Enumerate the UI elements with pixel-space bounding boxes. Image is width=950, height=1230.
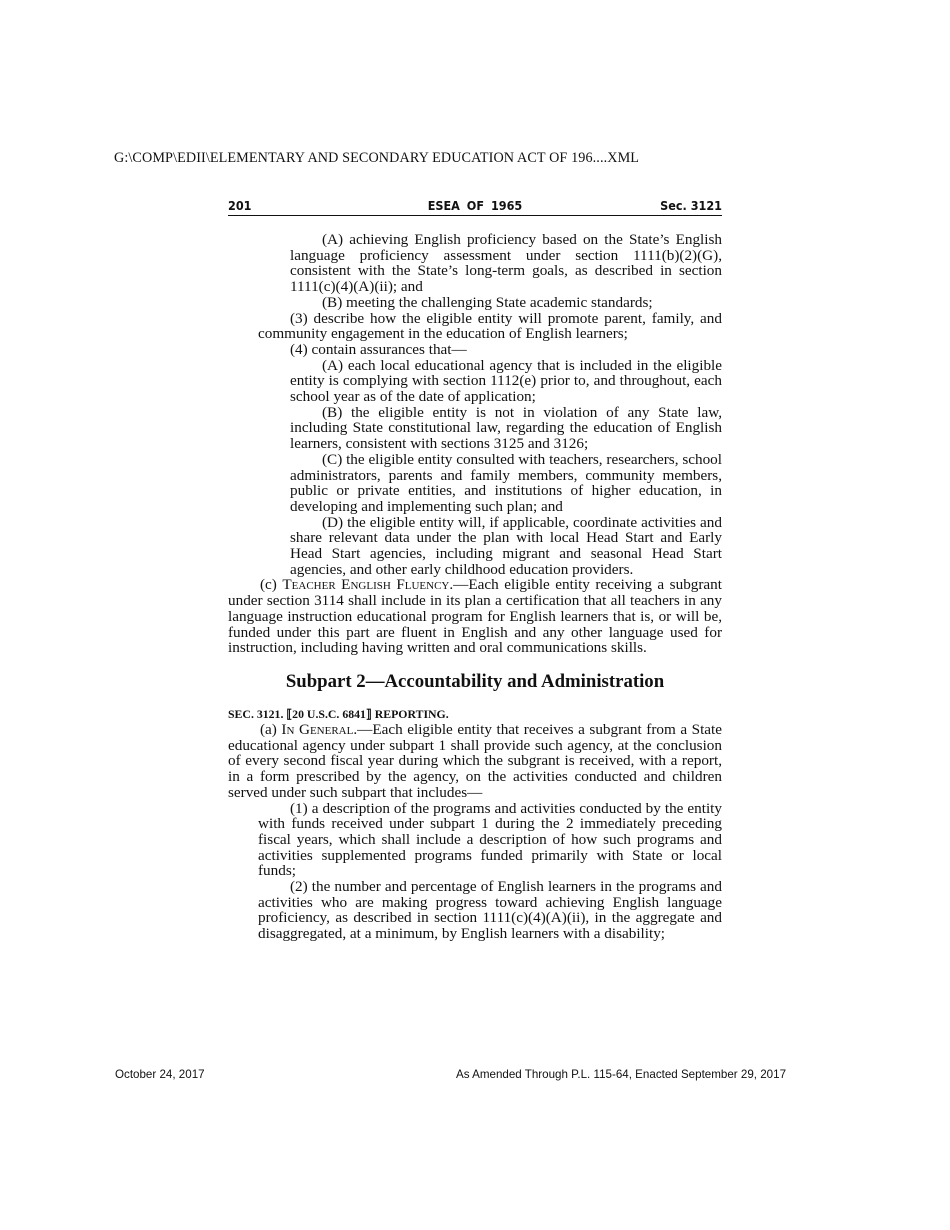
paragraph-text: .—Each eligible entity receiving a subgrant under section 3114 shall include in its plan a certification that all teachers in any language instruction educational program for English learners that is, or will be, funded under this part are fluent in English and any other language used for instruction, including having written and oral communications skills. (228, 576, 722, 657)
paragraph-label: (c) (260, 576, 283, 594)
paragraph-heading: In General (281, 720, 354, 738)
paragraph (228, 722, 722, 801)
paragraph: (B) the eligible entity is not in violation of any State law, including State constitutional law, regarding the education of English learners, consistent with sections 3125 and 3126; (290, 403, 722, 453)
running-title: ESEA OF 1965 (427, 198, 523, 213)
paragraph: (1) a description of the programs and activities conducted by the entity with funds received under subpart 1 during the 2 immediately preceding fiscal years, which shall include a description of how such programs and activities supplemented programs funded primarily with State or local funds; (258, 799, 722, 880)
subpart-title: Subpart 2—Accountability and Administration (285, 670, 665, 692)
file-path: G:\COMP\EDII\ELEMENTARY AND SECONDARY EDUCATION ACT OF 196....XML (114, 150, 640, 166)
page-number: 201 (228, 198, 252, 213)
running-header (228, 197, 722, 216)
paragraph: (C) the eligible entity consulted with teachers, researchers, school administrators, parents and family members, community members, public or private entities, and institutions of higher education, in developing and implementing such plan; and (290, 450, 722, 515)
paragraph: (B) meeting the challenging State academic standards; (322, 293, 653, 311)
paragraph: (4) contain assurances that— (290, 340, 467, 358)
paragraph: (A) each local educational agency that is included in the eligible entity is complying with section 1112(e) prior to, and throughout, each school year as of the date of application; (290, 356, 722, 406)
section-reference: Sec. 3121 (660, 198, 722, 213)
paragraph: (D) the eligible entity will, if applicable, coordinate activities and share relevant data under the plan with local Head Start and Early Head Start agencies, including migrant and seasonal Head Start agencies, and other early childhood education providers. (290, 513, 722, 578)
document-body (228, 232, 722, 942)
paragraph-label: (a) (260, 720, 282, 738)
paragraph: (3) describe how the eligible entity will promote parent, family, and community engagement in the education of English learners; (258, 309, 722, 343)
paragraph-text: .—Each eligible entity that receives a subgrant from a State educational agency under subpart 1 shall provide such agency, at the conclusion of every second fiscal year during which the subgrant is received, with a report, in a form prescribed by the agency, on the activities conducted and children served under such subpart that includes— (228, 720, 723, 801)
footer-amended-note: As Amended Through P.L. 115-64, Enacted September 29, 2017 (456, 1068, 787, 1081)
paragraph: (2) the number and percentage of English learners in the programs and activities who are making progress toward achieving English language proficiency, as described in section 1111(c)(4)(A)(ii), in the aggregate and disaggregated, at a minimum, by English learners with a disability; (258, 878, 722, 943)
footer-date: October 24, 2017 (115, 1068, 205, 1081)
paragraph (228, 577, 722, 656)
section-heading: SEC. 3121. ⟦20 U.S.C. 6841⟧ REPORTING. (228, 706, 449, 721)
paragraph-heading: Teacher English Fluency (282, 576, 450, 594)
paragraph: (A) achieving English proficiency based on the State’s English language proficiency assessment under section 1111(b)(2)(G), consistent with the State’s long-term goals, as described in section 1111(c)(4)(A)(ii); and (290, 231, 722, 296)
